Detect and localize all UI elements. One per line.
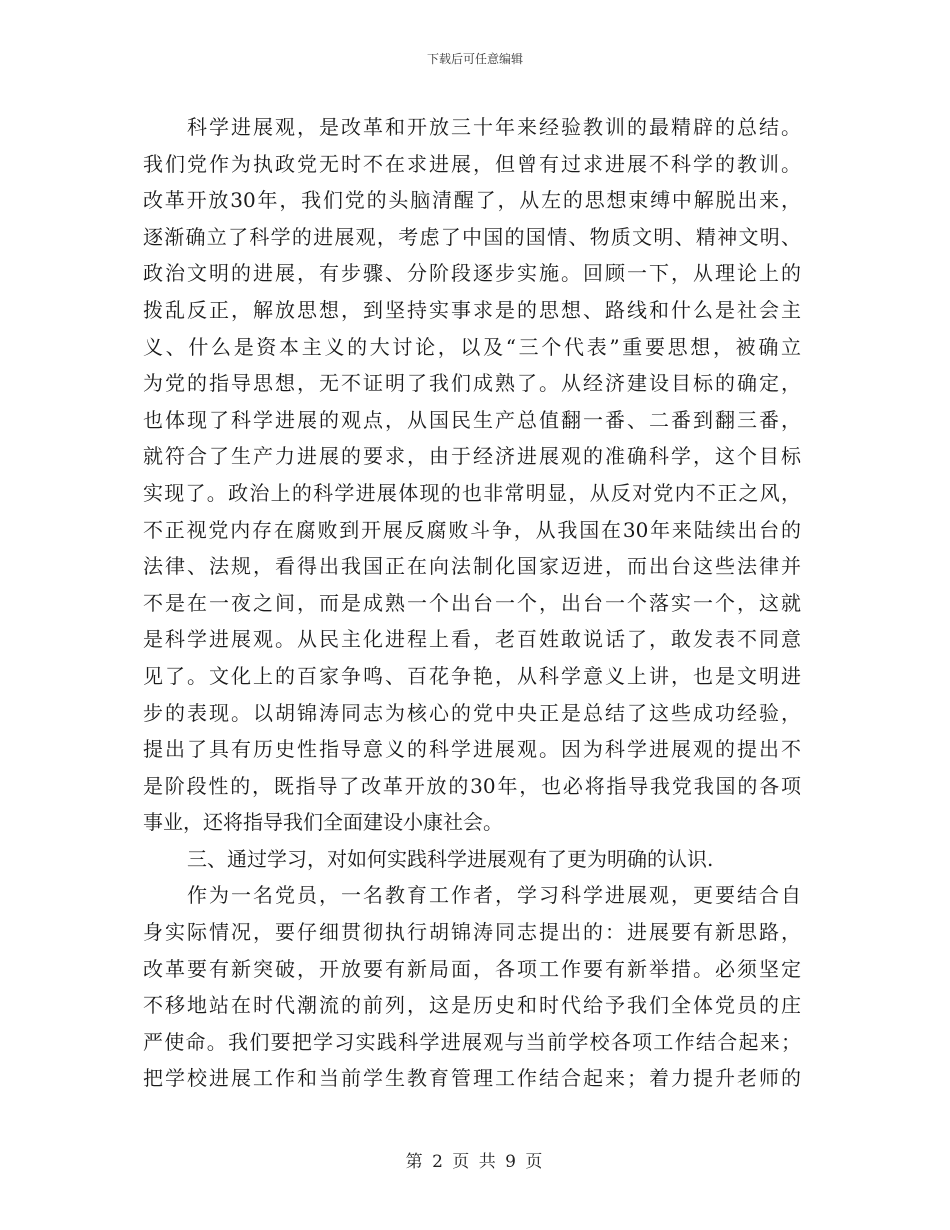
paragraph-line: 事业，还将指导我们全面建设小康社会。: [143, 810, 503, 835]
paragraph-line: 不移地站在时代潮流的前列，这是历史和时代给予我们全体党员的庄: [143, 993, 801, 1018]
paragraph-line: 提出了具有历史性指导意义的科学进展观。因为科学进展观的提出不: [143, 737, 801, 762]
paragraph-line: 把学校进展工作和当前学生教育管理工作结合起来；着力提升老师的: [143, 1066, 801, 1091]
paragraph-line: 义、什么是资本主义的大讨论，以及“三个代表”重要思想，被确立: [143, 334, 801, 359]
paragraph-line: 改革开放30年，我们党的头脑清醒了，从左的思想束缚中解脱出来，: [143, 188, 801, 213]
paragraph-line: 改革要有新突破，开放要有新局面，各项工作要有新举措。必须坚定: [143, 956, 801, 981]
paragraph-line: 是科学进展观。从民主化进程上看，老百姓敢说话了，敢发表不同意: [143, 627, 801, 652]
paragraph-line: 身实际情况，要仔细贯彻执行胡锦涛同志提出的：进展要有新思路，: [143, 920, 801, 945]
paragraph-line: 实现了。政治上的科学进展体现的也非常明显，从反对党内不正之风，: [143, 480, 801, 505]
paragraph-line: 严使命。我们要把学习实践科学进展观与当前学校各项工作结合起来；: [143, 1029, 801, 1054]
paragraph-line: 步的表现。以胡锦涛同志为核心的党中央正是总结了这些成功经验，: [143, 700, 801, 725]
page-header: 下载后可任意编辑: [426, 52, 523, 66]
paragraph-line: 也体现了科学进展的观点，从国民生产总值翻一番、二番到翻三番，: [143, 407, 801, 432]
paragraph-line: 法律、法规，看得出我国正在向法制化国家迈进，而出台这些法律并: [143, 554, 801, 579]
paragraph-line: 政治文明的进展，有步骤、分阶段逐步实施。回顾一下，从理论上的: [143, 261, 801, 286]
paragraph-line: 科学进展观，是改革和开放三十年来经验教训的最精辟的总结。: [187, 115, 801, 139]
paragraph-line: 我们党作为执政党无时不在求进展，但曾有过求进展不科学的教训。: [143, 151, 801, 176]
paragraph-line: 作为一名党员，一名教育工作者，学习科学进展观，更要结合自: [187, 883, 801, 908]
paragraph-line: 不是在一夜之间，而是成熟一个出台一个，出台一个落实一个，这就: [143, 590, 801, 615]
paragraph-line: 是阶段性的，既指导了改革开放的30年，也必将指导我党我国的各项: [143, 773, 801, 798]
paragraph-line: 逐渐确立了科学的进展观，考虑了中国的国情、物质文明、精神文明、: [143, 224, 801, 249]
section-heading: 三、通过学习，对如何实践科学进展观有了更为明确的认识.: [187, 846, 714, 871]
paragraph-line: 为党的指导思想，无不证明了我们成熟了。从经济建设目标的确定，: [143, 371, 801, 396]
paragraph-line: 拨乱反正，解放思想，到坚持实事求是的思想、路线和什么是社会主: [143, 297, 801, 322]
body-text: [143, 109, 801, 1097]
paragraph-line: 就符合了生产力进展的要求，由于经济进展观的准确科学，这个目标: [143, 444, 801, 469]
paragraph-line: 不正视党内存在腐败到开展反腐败斗争，从我国在30年来陆续出台的: [143, 517, 801, 542]
page-number: 第 2 页 共 9 页: [405, 1152, 545, 1172]
paragraph-line: 见了。文化上的百家争鸣、百花争艳，从科学意义上讲，也是文明进: [143, 663, 801, 688]
